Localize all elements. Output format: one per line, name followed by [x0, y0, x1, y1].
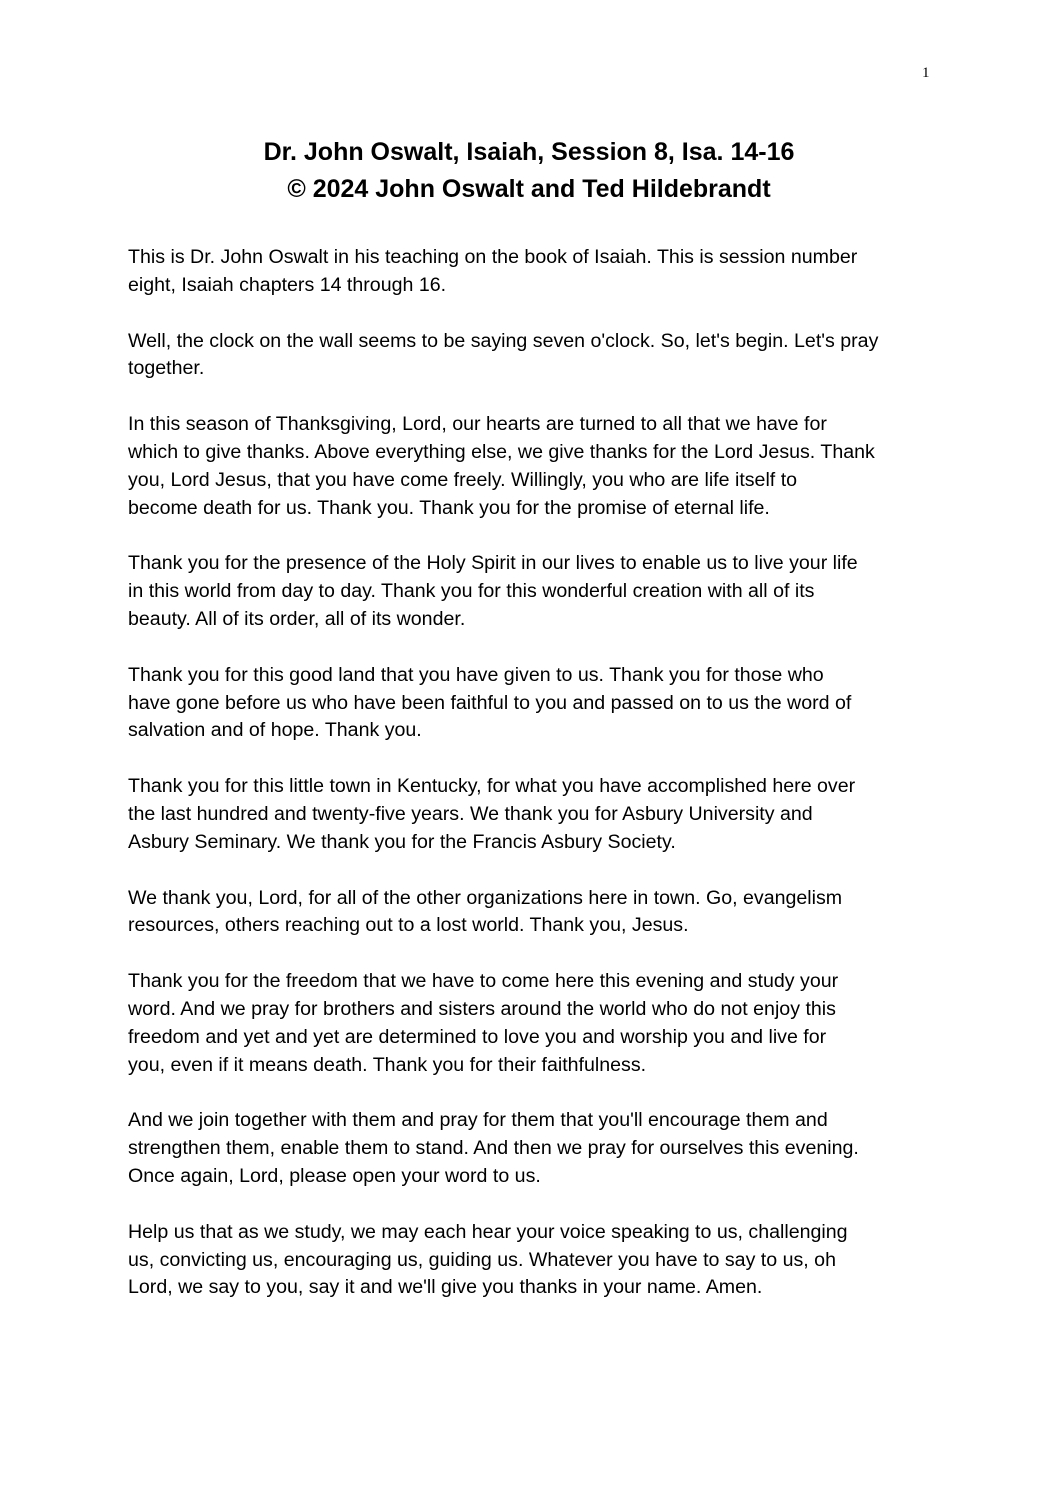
text-line: strengthen them, enable them to stand. And then we pray for ourselves this evening.	[128, 1137, 859, 1160]
text-line: salvation and of hope. Thank you.	[128, 719, 422, 742]
text-line: beauty. All of its order, all of its wonder.	[128, 607, 466, 630]
document-body	[128, 244, 940, 1330]
text-line: which to give thanks. Above everything else, we give thanks for the Lord Jesus. Thank	[128, 440, 875, 463]
paragraph-prayer-thanksgiving	[128, 411, 940, 522]
title-line-1: Dr. John Oswalt, Isaiah, Session 8, Isa. 14-16	[263, 138, 795, 166]
text-line: resources, others reaching out to a lost world. Thank you, Jesus.	[128, 914, 689, 937]
text-line: This is Dr. John Oswalt in his teaching on the book of Isaiah. This is session number	[128, 246, 858, 268]
text-line: you, even if it means death. Thank you for their faithfulness.	[128, 1053, 647, 1076]
text-line: Once again, Lord, please open your word to us.	[128, 1164, 541, 1187]
text-line: Thank you for the freedom that we have to come here this evening and study your	[128, 970, 839, 993]
text-line: And we join together with them and pray for them that you'll encourage them and	[128, 1109, 828, 1132]
text-line: us, convicting us, encouraging us, guiding us. Whatever you have to say to us, oh	[128, 1248, 836, 1271]
text-line: Thank you for this good land that you have given to us. Thank you for those who	[128, 663, 824, 686]
paragraph-prayer-freedom	[128, 968, 940, 1079]
text-line: in this world from day to day. Thank you for this wonderful creation with all of its	[128, 580, 815, 603]
text-line: the last hundred and twenty-five years. We thank you for Asbury University and	[128, 802, 813, 825]
paragraph-prayer-land	[128, 662, 940, 745]
text-line: Lord, we say to you, say it and we'll give you thanks in your name. Amen.	[128, 1276, 763, 1299]
paragraph-prayer-spirit	[128, 550, 940, 633]
text-line: together.	[128, 357, 205, 380]
text-line: eight, Isaiah chapters 14 through 16.	[128, 273, 447, 296]
text-line: In this season of Thanksgiving, Lord, our hearts are turned to all that we have for	[128, 413, 827, 436]
title-line-2: © 2024 John Oswalt and Ted Hildebrandt	[287, 175, 771, 203]
paragraph-opening	[128, 328, 940, 384]
text-line: you, Lord Jesus, that you have come freely. Willingly, you who are life itself to	[128, 468, 798, 491]
text-line: We thank you, Lord, for all of the other organizations here in town. Go, evangelism	[128, 886, 843, 909]
paragraph-prayer-together	[128, 1107, 940, 1190]
text-line: Help us that as we study, we may each hear your voice speaking to us, challenging	[128, 1220, 848, 1243]
text-line: Well, the clock on the wall seems to be saying seven o'clock. So, let's begin. Let's pray	[128, 329, 879, 352]
page-number: 1	[922, 65, 930, 81]
paragraph-intro	[128, 244, 940, 300]
text-line: become death for us. Thank you. Thank you for the promise of eternal life.	[128, 496, 770, 519]
paragraph-prayer-town	[128, 773, 940, 856]
paragraph-prayer-closing	[128, 1219, 940, 1302]
text-line: Asbury Seminary. We thank you for the Francis Asbury Society.	[128, 830, 676, 853]
text-line: Thank you for the presence of the Holy Spirit in our lives to enable us to live your life	[128, 552, 858, 575]
text-line: Thank you for this little town in Kentucky, for what you have accomplished here over	[128, 775, 856, 798]
text-line: have gone before us who have been faithful to you and passed on to us the word of	[128, 691, 852, 714]
paragraph-prayer-organizations	[128, 885, 940, 941]
text-line: word. And we pray for brothers and sisters around the world who do not enjoy this	[128, 997, 836, 1020]
text-line: freedom and yet and yet are determined to love you and worship you and live for	[128, 1025, 827, 1048]
document-title	[0, 134, 1058, 208]
